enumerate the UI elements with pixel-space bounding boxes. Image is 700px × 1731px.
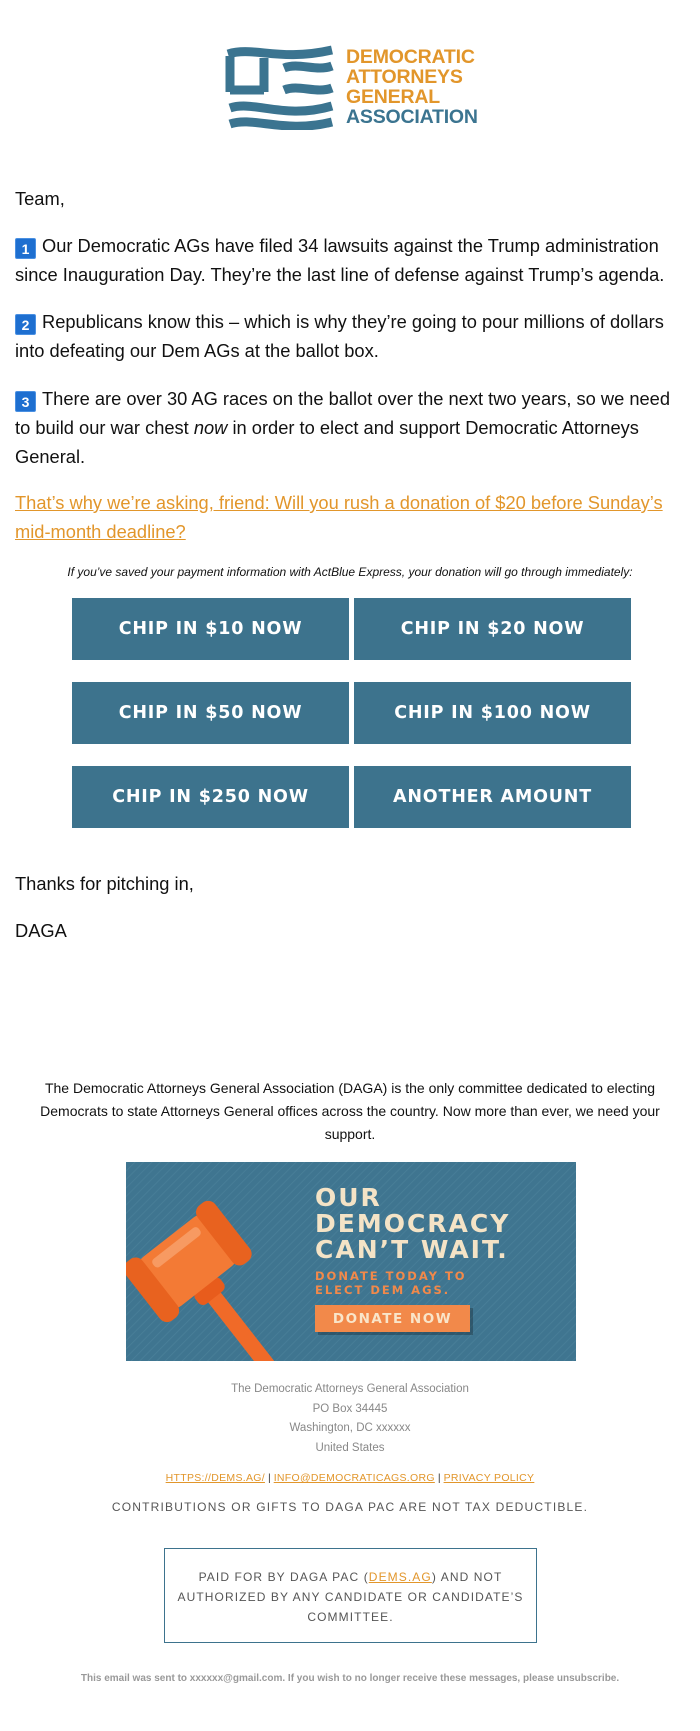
logo-line-2: ATTORNEYS [346,66,463,88]
another-amount-button[interactable]: ANOTHER AMOUNT [354,766,631,828]
paid-for-text-a: PAID FOR BY DAGA PAC ( [198,1570,369,1584]
paid-for-text-b: ) AND NOT AUTHORIZED BY ANY CANDIDATE OR CANDIDATE’S COMMITTEE. [177,1570,524,1624]
address-line-1: The Democratic Attorneys General Association [231,1383,469,1395]
point-3-emphasis: now [193,417,228,438]
point-3-text-a: There are over 30 AG races on the ballot over the next two years, so we need to build our war chest [15,388,671,438]
paid-for-disclaimer [164,1548,537,1643]
flag-waves-icon [224,44,336,130]
donate-banner[interactable] [126,1162,576,1361]
chip-in-10-button[interactable]: CHIP IN $10 NOW [72,598,349,660]
link-separator-1: | [267,1472,271,1484]
banner-headline-1: OUR [315,1183,382,1212]
banner-subline-2: ELECT DEM AGS. [315,1283,451,1297]
banner-subline-1: DONATE TODAY TO [315,1269,467,1283]
banner-headline-2: DEMOCRACY [315,1209,511,1238]
banner-headline-3: CAN’T WAIT. [315,1235,509,1264]
footer-links [0,1472,700,1484]
gavel-icon [126,1182,311,1361]
paid-for-link[interactable]: DEMS.AG [368,1570,432,1584]
point-3 [15,384,687,471]
actblue-note: If you’ve saved your payment information with ActBlue Express, your donation will go through immediately: [67,565,633,579]
email-link[interactable]: INFO@DEMOCRATICAGS.ORG [273,1472,435,1484]
daga-logo[interactable] [224,44,484,130]
privacy-policy-link[interactable]: PRIVACY POLICY [443,1472,535,1484]
signature: DAGA [15,920,67,941]
chip-in-20-button[interactable]: CHIP IN $20 NOW [354,598,631,660]
chip-in-250-button[interactable]: CHIP IN $250 NOW [72,766,349,828]
mailing-address [0,1380,700,1458]
chip-in-100-button[interactable]: CHIP IN $100 NOW [354,682,631,744]
number-3-icon: 3 [15,391,36,412]
number-2-icon: 2 [15,314,36,335]
banner-donate-button[interactable]: DONATE NOW [315,1305,470,1332]
point-3-text-b: in order to elect and support Democratic Attorneys General. [15,417,639,467]
logo-line-4: ASSOCIATION [346,106,478,128]
address-line-2: PO Box 34445 [312,1402,388,1415]
address-line-3: Washington, DC xxxxxx [289,1422,411,1434]
number-1-icon: 1 [15,238,36,259]
point-2-text: Republicans know this – which is why they’re going to pour millions of dollars into defeating our Dem AGs at the ballot box. [15,311,664,361]
signoff: Thanks for pitching in, [15,873,194,894]
logo-wordmark [346,47,486,127]
footer-intro: The Democratic Attorneys General Association (DAGA) is the only committee dedicated to electing Democrats to state Attorneys General offices across the country. Now more than ever, we need your support. [40,1080,660,1142]
address-line-4: United States [315,1441,385,1454]
tax-notice: CONTRIBUTIONS OR GIFTS TO DAGA PAC ARE NOT TAX DEDUCTIBLE. [111,1500,589,1514]
donation-ask-link[interactable]: That’s why we’re asking, friend: Will you rush a donation of $20 before Sunday’s mid-month deadline? [15,492,663,542]
logo-line-3: GENERAL [346,86,440,108]
greeting: Team, [15,188,65,209]
point-2 [15,307,687,365]
link-separator-2: | [437,1472,441,1484]
website-link[interactable]: HTTPS://DEMS.AG/ [165,1472,265,1484]
point-1-text: Our Democratic AGs have filed 34 lawsuits against the Trump administration since Inauguration Day. They’re the last line of defense against Trump’s agenda. [15,235,665,285]
logo-line-1: DEMOCRATIC [346,46,475,68]
chip-in-50-button[interactable]: CHIP IN $50 NOW [72,682,349,744]
point-1 [15,231,687,289]
unsubscribe-notice[interactable]: This email was sent to xxxxxx@gmail.com. If you wish to no longer receive these messages, please unsubscribe. [80,1673,620,1684]
